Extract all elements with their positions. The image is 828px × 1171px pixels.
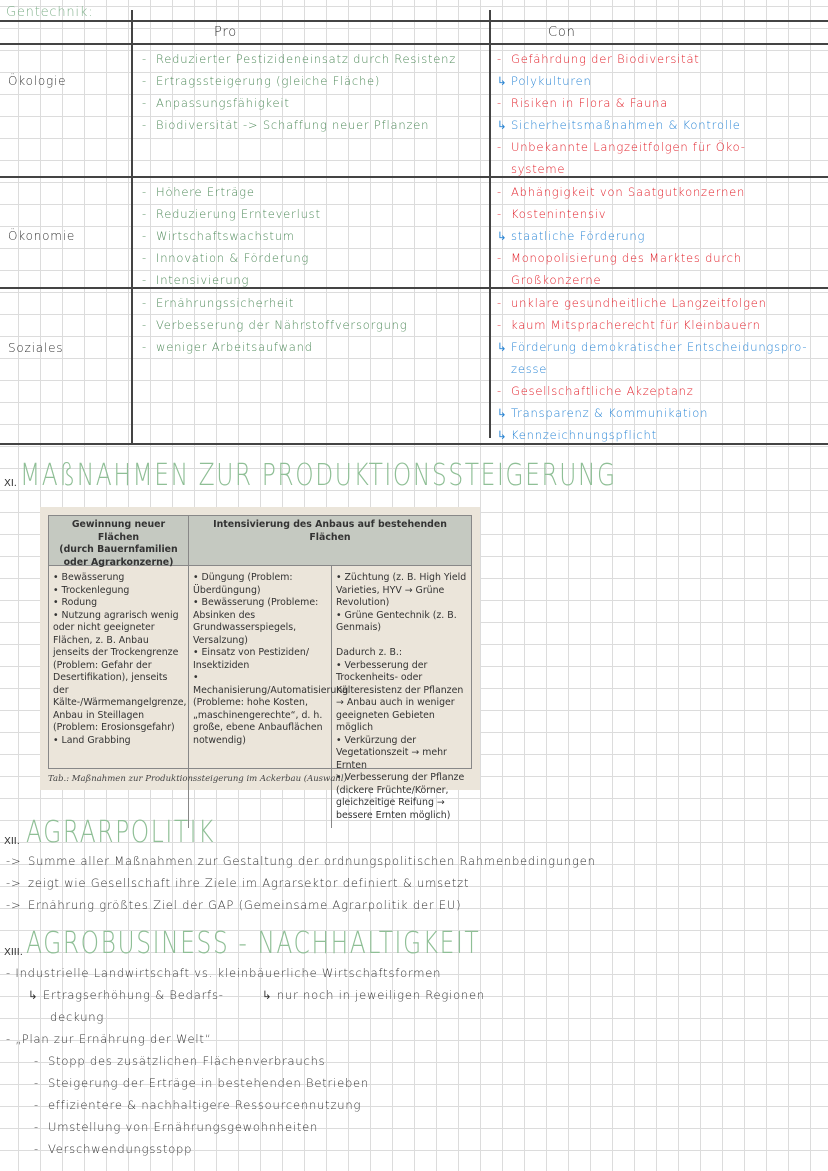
- list-item: deckung: [50, 1010, 105, 1024]
- con-item: - Gesellschaftliche Akzeptanz: [497, 384, 694, 398]
- section-heading: MAßNAHMEN ZUR PRODUKTIONSSTEIGERUNG: [20, 458, 617, 493]
- con-item: - Abhängigkeit von Saatgutkonzernen: [497, 185, 746, 199]
- pro-item: - Höhere Erträge: [142, 185, 255, 199]
- pro-item: - Wirtschaftswachstum: [142, 229, 295, 243]
- list-item: - Verschwendungsstopp: [34, 1142, 193, 1156]
- pro-item: - Reduzierter Pestizideneinsatz durch Resistenz: [142, 52, 457, 66]
- pro-item: - Ertragssteigerung (gleiche Fläche): [142, 74, 381, 88]
- list-item: - Steigerung der Erträge in bestehenden Betrieben: [34, 1076, 370, 1090]
- con-item: Großkonzerne: [511, 273, 602, 287]
- pro-item: - Verbesserung der Nährstoffversorgung: [142, 318, 408, 332]
- photo-cell-intensification-1: • Düngung (Problem: Überdüngung) • Bewässerung (Probleme: Absinken des Grundwasserspiegels, Versalzung) • Einsatz von Pestiziden/ Insektiziden • Mechanisierung/Automatisierung (Probleme: hohe Kosten, „maschinengerechte“, d. h. große, ebene Anbauflächen notwendig): [189, 566, 332, 828]
- pro-list: [142, 48, 456, 136]
- pro-item: - Anpassungsfähigkeit: [142, 96, 290, 110]
- con-list: [497, 48, 746, 180]
- section-heading: AGROBUSINESS - NACHHALTIGKEIT: [26, 926, 481, 961]
- con-list: [497, 181, 745, 291]
- list-item: ↳ nur noch in jeweiligen Regionen: [262, 988, 485, 1002]
- con-header: Con: [548, 25, 576, 40]
- list-item: ↳ Ertragserhöhung & Bedarfs-: [28, 988, 224, 1002]
- pro-item: - Reduzierung Ernteverlust: [142, 207, 321, 221]
- pro-item: - weniger Arbeitsaufwand: [142, 340, 313, 354]
- list-item: -> Summe aller Maßnahmen zur Gestaltung der ordnungspolitischen Rahmenbedingungen: [6, 854, 596, 868]
- pro-item: - Biodiversität -> Schaffung neuer Pflanzen: [142, 118, 430, 132]
- con-item: systeme: [511, 162, 566, 176]
- con-item: - Unbekannte Langzeitfolgen für Öko-: [497, 140, 746, 154]
- section-heading: AGRARPOLITIK: [26, 815, 216, 850]
- row-label: Ökonomie: [8, 229, 76, 243]
- list-item: - Umstellung von Ernährungsgewohnheiten: [34, 1120, 319, 1134]
- con-item: - Kostenintensiv: [497, 207, 607, 221]
- row-label: Soziales: [8, 341, 64, 355]
- list-item: - Stopp des zusätzlichen Flächenverbrauchs: [34, 1054, 326, 1068]
- page-title: Gentechnik:: [6, 5, 94, 20]
- section-number: XII.: [4, 836, 20, 847]
- photo-header-new-land: Gewinnung neuer Flächen (durch Bauernfamilien oder Agrarkonzerne): [49, 516, 189, 566]
- con-item: ↳ Polykulturen: [497, 74, 592, 88]
- list-item: - effizientere & nachhaltigere Ressourcennutzung: [34, 1098, 362, 1112]
- photo-cell-new-land: • Bewässerung • Trockenlegung • Rodung • Nutzung agrarisch wenig oder nicht geeigneter Flächen, z. B. Anbau jenseits der Trockengrenze (Problem: Gefahr der Desertifikation), jenseits der Kälte-/Wärmemangelgrenze, Anbau in Steillagen (Problem: Erosionsgefahr) • Land Grabbing: [49, 566, 189, 828]
- list-item: -> zeigt wie Gesellschaft ihre Ziele im Agrarsektor definiert & umsetzt: [6, 876, 470, 890]
- table-top-rule: [0, 20, 828, 22]
- pro-item: - Innovation & Förderung: [142, 251, 310, 265]
- plan-sublist: [34, 1050, 369, 1160]
- pro-header: Pro: [214, 25, 238, 40]
- list-item: -> Ernährung größtes Ziel der GAP (Gemeinsame Agrarpolitik der EU): [6, 898, 462, 912]
- pro-list: [142, 292, 407, 358]
- con-item: - Monopolisierung des Marktes durch: [497, 251, 742, 265]
- con-item: - unklare gesundheitliche Langzeitfolgen: [497, 296, 767, 310]
- list-item: - Industrielle Landwirtschaft vs. kleinbäuerliche Wirtschaftsformen: [6, 966, 442, 980]
- pro-item: - Intensivierung: [142, 273, 250, 287]
- pro-item: - Ernährungssicherheit: [142, 296, 295, 310]
- con-item: ↳ Transparenz & Kommunikation: [497, 406, 709, 420]
- textbook-table-photo: [40, 507, 480, 821]
- list-item: - „Plan zur Ernährung der Welt“: [6, 1032, 212, 1046]
- photo-caption: Tab.: Maßnahmen zur Produktionssteigerung im Ackerbau (Auswahl): [48, 774, 347, 784]
- con-item: ↳ Kennzeichnungspflicht: [497, 428, 657, 442]
- con-list: [497, 292, 807, 446]
- con-item: zesse: [511, 362, 548, 376]
- con-item: - kaum Mitspracherecht für Kleinbauern: [497, 318, 761, 332]
- photo-cell-intensification-2: • Züchtung (z. B. High Yield Varieties, HYV → Grüne Revolution) • Grüne Gentechnik (z. B. Genmais) Dadurch z. B.: • Verbesserung der Trockenheits- oder Kälteresistenz der Pflanzen → Anbau auch in weniger geeigneten Gebieten möglich • Verkürzung der Vegetationszeit → mehr Ernten • Verbesserung der Pflanze (dickere Früchte/Körner, gleichzeitige Reifung → bessere Ernten möglich): [336, 572, 467, 821]
- con-item: - Gefährdung der Biodiversität: [497, 52, 700, 66]
- con-item: - Risiken in Flora & Fauna: [497, 96, 669, 110]
- con-item: ↳ Sicherheitsmaßnahmen & Kontrolle: [497, 118, 741, 132]
- column-divider: [131, 10, 133, 444]
- column-divider: [489, 10, 491, 438]
- section-number: XIII.: [4, 947, 23, 958]
- agrarpolitik-list: [6, 850, 596, 916]
- row-label: Ökologie: [8, 74, 67, 88]
- con-item: ↳ staatliche Förderung: [497, 229, 646, 243]
- section-number: XI.: [4, 478, 17, 489]
- con-item: ↳ Förderung demokratischer Entscheidungspro-: [497, 340, 808, 354]
- photo-header-intensification: Intensivierung des Anbaus auf bestehenden Flächen: [189, 516, 471, 566]
- table-header-rule: [0, 43, 828, 45]
- pro-list: [142, 181, 321, 291]
